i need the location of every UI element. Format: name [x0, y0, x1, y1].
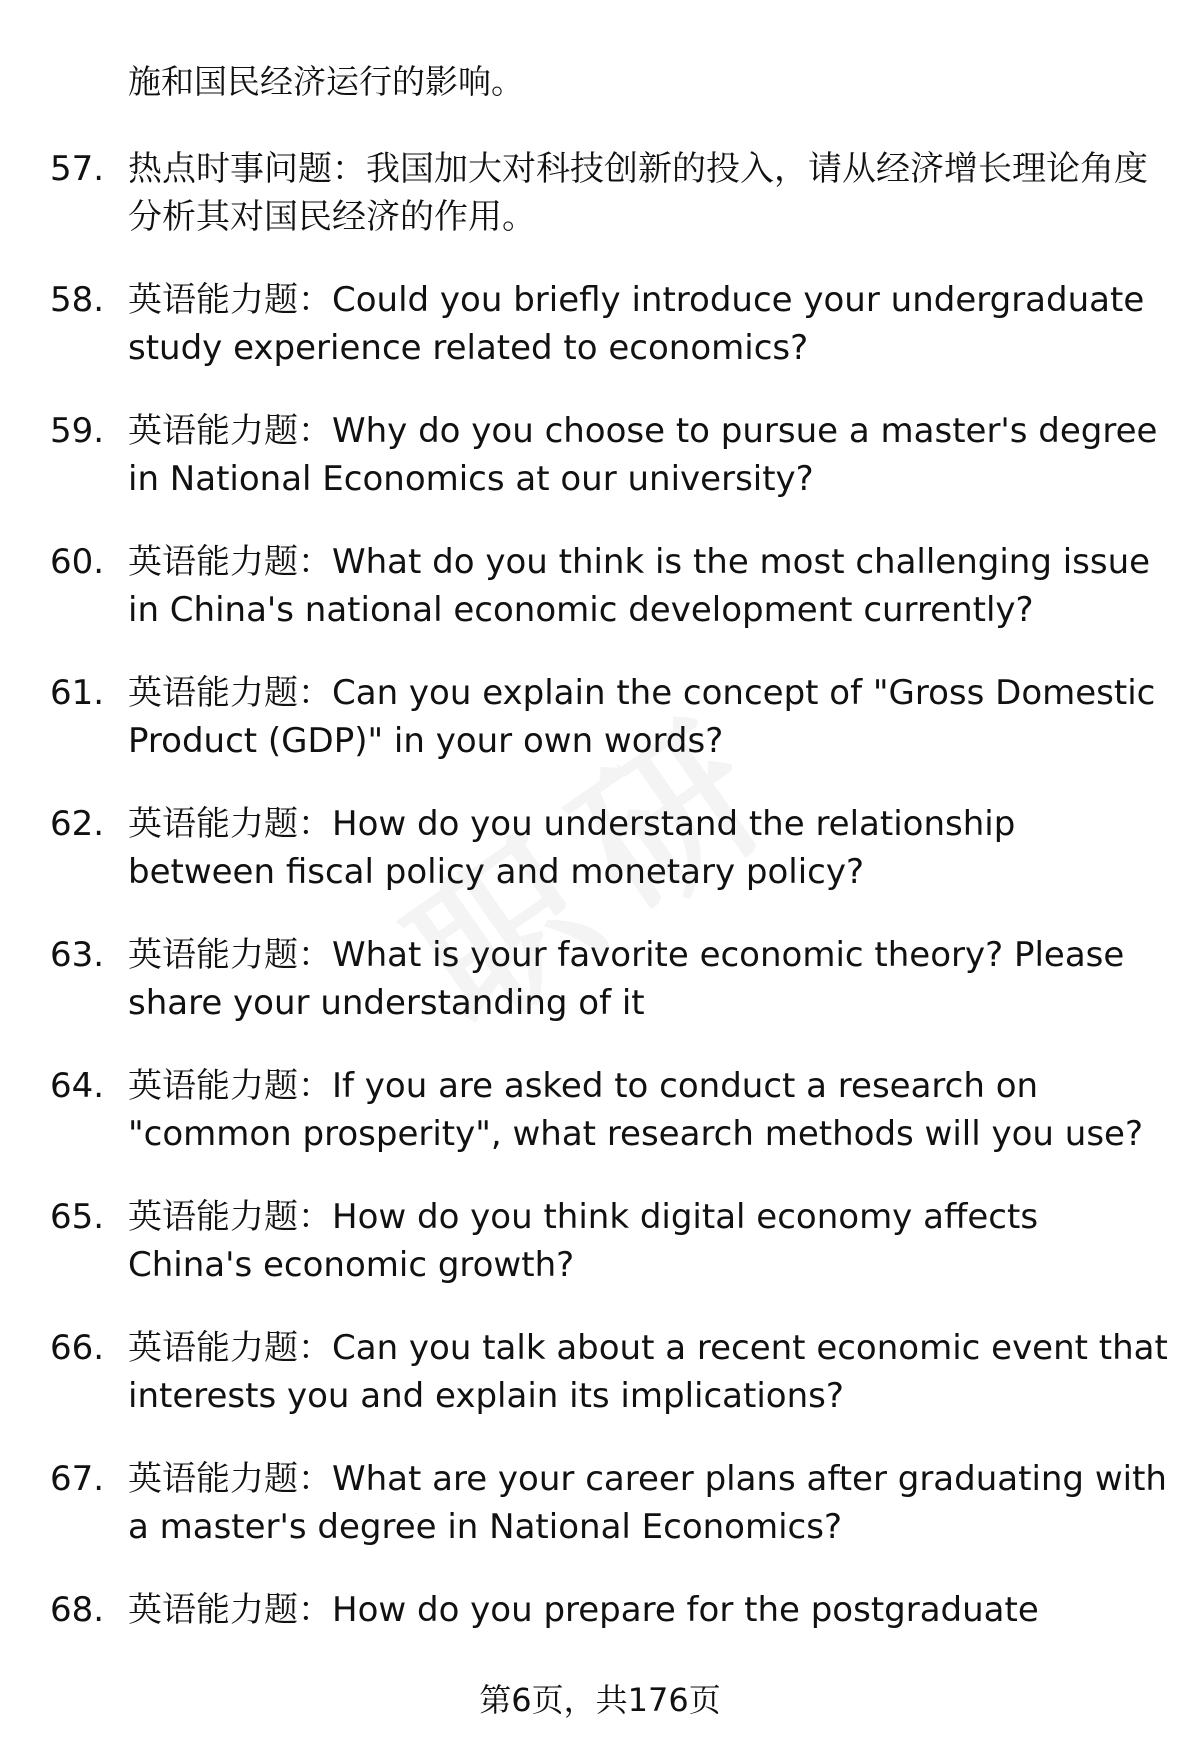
page-footer: 第6页，共176页	[479, 1681, 721, 1719]
question-number: 67.	[50, 1459, 105, 1499]
question-number: 61.	[50, 673, 105, 713]
question-number: 59.	[50, 411, 105, 451]
question-text: 英语能力题：How do you prepare for the postgraduate	[128, 1590, 1039, 1630]
question-item	[50, 800, 1170, 896]
question-text: 英语能力题：What do you think is the most challenging issue in China's national economic development currently?	[128, 542, 1151, 630]
question-item	[50, 1193, 1170, 1289]
question-number: 66.	[50, 1328, 105, 1368]
question-text: 英语能力题：Can you explain the concept of "Gross Domestic Product (GDP)" in your own words?	[128, 673, 1156, 761]
question-text: 英语能力题：How do you understand the relationship between fiscal policy and monetary policy?	[128, 804, 1016, 892]
question-item	[50, 538, 1170, 634]
question-item	[50, 1455, 1170, 1551]
question-list	[50, 145, 1170, 1669]
question-text: 英语能力题：What are your career plans after graduating with a master's degree in National Economics?	[128, 1459, 1167, 1547]
question-number: 64.	[50, 1066, 105, 1106]
question-text: 英语能力题：Could you briefly introduce your undergraduate study experience related to economics?	[128, 280, 1145, 368]
question-number: 58.	[50, 280, 105, 320]
question-item	[50, 669, 1170, 765]
question-number: 68.	[50, 1590, 105, 1630]
question-number: 60.	[50, 542, 105, 582]
question-number: 65.	[50, 1197, 105, 1237]
question-item	[50, 931, 1170, 1027]
question-text: 英语能力题：Can you talk about a recent economic event that interests you and explain its implications?	[128, 1328, 1168, 1416]
question-item	[50, 276, 1170, 372]
question-item	[50, 407, 1170, 503]
question-number: 57.	[50, 149, 105, 189]
question-text: 英语能力题：If you are asked to conduct a research on "common prosperity", what research methods will you use?	[128, 1066, 1144, 1154]
question-number: 63.	[50, 935, 105, 975]
question-item	[50, 1586, 1170, 1634]
question-item	[50, 1062, 1170, 1158]
question-text: 热点时事问题：我国加大对科技创新的投入，请从经济增长理论角度分析其对国民经济的作用。	[128, 149, 1148, 237]
question-text: 英语能力题：How do you think digital economy affects China's economic growth?	[128, 1197, 1039, 1285]
continued-text: 施和国民经济运行的影响。	[128, 62, 524, 101]
question-item	[50, 1324, 1170, 1420]
question-number: 62.	[50, 804, 105, 844]
question-text: 英语能力题：What is your favorite economic theory? Please share your understanding of it	[128, 935, 1125, 1023]
question-text: 英语能力题：Why do you choose to pursue a master's degree in National Economics at our university?	[128, 411, 1158, 499]
question-item	[50, 145, 1170, 241]
